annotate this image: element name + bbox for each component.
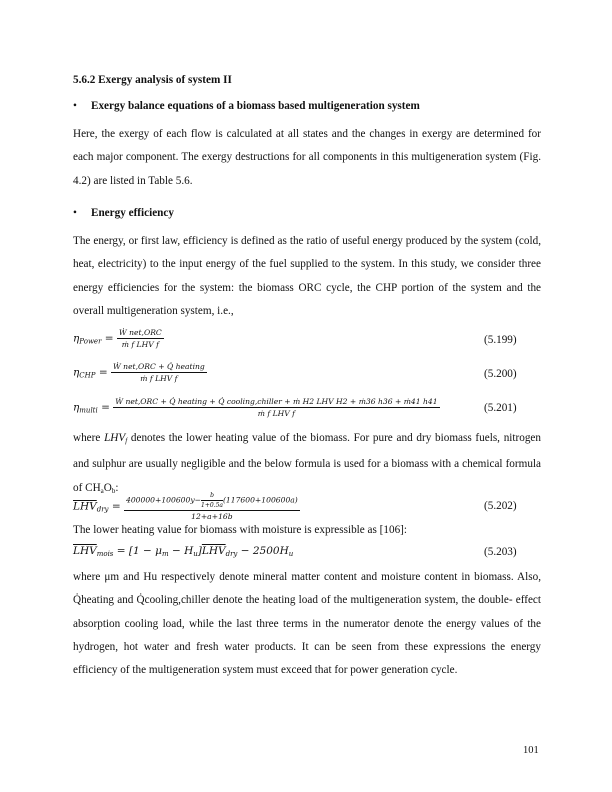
formula-sub: a bbox=[100, 486, 104, 495]
eq-denominator: ṁ f LHV f bbox=[121, 340, 159, 349]
eq-lhs: η bbox=[73, 366, 80, 379]
eq-part: = [1 − μ bbox=[113, 545, 162, 557]
eq-part: ] bbox=[197, 545, 202, 557]
eq-numerator: Ẇ net,ORC + Q̇ heating bbox=[112, 362, 205, 371]
equation-5-203 bbox=[73, 545, 293, 558]
bullet-icon: • bbox=[73, 207, 77, 219]
paragraph-lhv-moisture: The lower heating value for biomass with moisture is expressible as [106]: bbox=[73, 524, 407, 536]
paragraph-energy-efficiency: The energy, or first law, efficiency is defined as the ratio of useful energy produced by the system (cold, heat, electricity) to the input energy of the fuel supplied to the system. In this study, we consider three energy efficiencies for the system: the biomass ORC cycle, the CHP portion of the system and the overall multigeneration system, i.e., bbox=[73, 235, 541, 317]
eq-numerator: Ẇ net,ORC bbox=[118, 328, 162, 337]
inline-math: LHV bbox=[104, 432, 126, 444]
eq-denominator: ṁ f LHV f bbox=[140, 374, 178, 383]
eq-lhs: η bbox=[73, 332, 80, 345]
eq-fraction bbox=[124, 492, 300, 521]
eq-part: $\overline{LHV}$ bbox=[201, 545, 226, 557]
inline-math-sub: f bbox=[125, 437, 128, 445]
text-run: denotes the lower heating value of the biomass. For pure and dry biomass fuels, nitrogen and sulphur are usually negligible and the below formula is used for a biomass with a chemical formula of CH bbox=[73, 432, 541, 494]
eq-numerator: Ẇ net,ORC + Q̇ heating + Q̇ cooling,chiller + ṁ H2 LHV H2 + ṁ36 h36 + ṁ41 h41 bbox=[115, 397, 438, 406]
eq-numerator bbox=[124, 492, 300, 511]
equation-number: (5.203) bbox=[484, 546, 517, 558]
eq-sub: u bbox=[288, 550, 294, 558]
equation-5-199: $\eta_{Power}$ = $\frac{\text{Ẇ net,ORC}}{\text{ṁ f LHV f}}$ bbox=[73, 328, 162, 349]
eq-sub: mois bbox=[96, 550, 114, 558]
eq-inner-fraction bbox=[201, 492, 223, 509]
equation-number: (5.200) bbox=[484, 368, 517, 380]
bullet-item-energy-efficiency bbox=[73, 207, 174, 219]
eq-fraction bbox=[111, 362, 207, 383]
eq-fraction bbox=[113, 397, 439, 418]
equation-number: (5.202) bbox=[484, 500, 517, 512]
formula-sub: b bbox=[111, 486, 116, 495]
eq-lhs-sub: dry bbox=[96, 505, 109, 514]
eq-inner-numerator: b bbox=[201, 492, 223, 501]
text-run: : bbox=[115, 481, 119, 494]
eq-inner-denominator: 1+0.5a bbox=[201, 502, 223, 509]
section-title: 5.6.2 Exergy analysis of system II bbox=[73, 74, 232, 86]
eq-lhs: $\overline{LHV}$ bbox=[73, 500, 97, 513]
equation-number: (5.199) bbox=[484, 334, 517, 346]
eq-num-part: 400000+100600y− bbox=[126, 495, 201, 505]
bullet-item-exergy-balance bbox=[73, 100, 420, 112]
eq-sub: m bbox=[161, 550, 169, 558]
equation-5-202: $\overline{LHV}_{dry}$ = 400000+100600y− $\frac{b}{1+0.5a}$ (117600+100600a) 12+a+16b bbox=[73, 492, 298, 521]
text-run: where bbox=[73, 432, 105, 444]
bullet-label: Energy efficiency bbox=[91, 207, 174, 219]
eq-denominator: 12+a+16b bbox=[191, 512, 233, 521]
bullet-label: Exergy balance equations of a biomass based multigeneration system bbox=[91, 100, 420, 112]
eq-fraction bbox=[117, 328, 164, 349]
eq-part: − 2500H bbox=[237, 545, 289, 557]
equation-number: (5.201) bbox=[484, 402, 517, 414]
eq-sub: u bbox=[193, 550, 198, 558]
equation-5-201: $\eta_{multi}$ = Ẇ net,ORC + Q̇ heating + Q̇ cooling,chiller + ṁ H2 LHV H2 + ṁ36 h36 + ṁ41 h41 ṁ f LHV f bbox=[73, 397, 438, 418]
eq-lhs-sub: CHP bbox=[79, 371, 96, 380]
eq-num-part: (117600+100600a) bbox=[222, 495, 298, 505]
eq-lhs-sub: multi bbox=[79, 406, 98, 415]
page-number: 101 bbox=[523, 745, 539, 756]
eq-lhs-sub: Power bbox=[79, 337, 102, 346]
eq-sub: dry bbox=[225, 550, 238, 558]
eq-denominator: ṁ f LHV f bbox=[257, 409, 295, 418]
paragraph-exergy-intro: Here, the exergy of each flow is calculated at all states and the changes in exergy are determined for each major component. The exergy destructions for all components in this multigeneration system (Fig. 4.2) are listed in Table 5.6. bbox=[73, 128, 541, 187]
paragraph-conclusion: where μm and Hu respectively denote mineral matter content and moisture content in biomass. Also, Q̇heating and Q̇cooling,chiller denote the heating load of the multigeneration system, the double- effect absorption cooling load, while the last three terms in the numerator denote the energy values of the hydrogen, hot water and fresh water products. It can be seen from these expressions the energy efficiency of the multigeneration system must exceed that for power generation cycle. bbox=[73, 571, 541, 677]
eq-part: $\overline{LHV}$ bbox=[73, 545, 97, 557]
equation-5-200: $\eta_{CHP}$ = $\frac{\text{Ẇ net,ORC + Q̇ heating}}{\text{ṁ f LHV f}}$ bbox=[73, 362, 205, 383]
eq-lhs: η bbox=[73, 401, 80, 414]
text-run: O bbox=[103, 481, 112, 494]
eq-part: − H bbox=[168, 545, 194, 557]
bullet-icon: • bbox=[73, 100, 77, 112]
